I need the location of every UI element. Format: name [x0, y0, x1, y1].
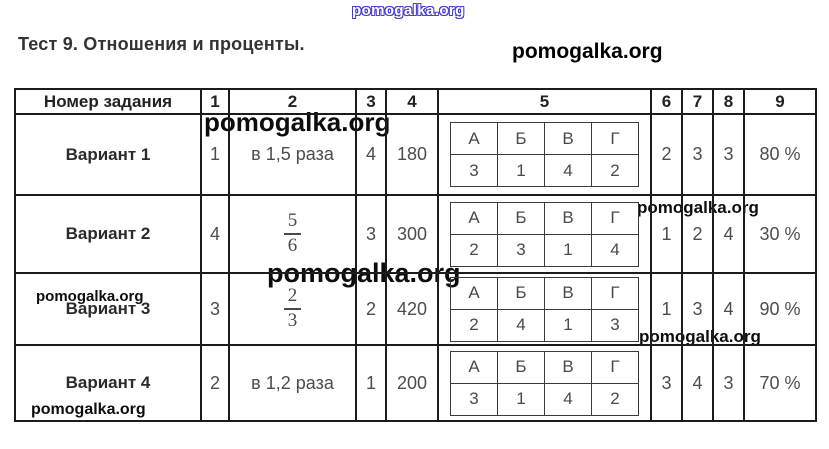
answer-cell: 4 [682, 345, 713, 421]
answer-cell-matching [438, 273, 651, 345]
watermark-row3-right: pomogalka.org [639, 327, 761, 346]
fraction-numerator: 2 [287, 285, 298, 307]
answer-cell: 4 [713, 195, 744, 273]
sub-header-cell: А [451, 123, 498, 155]
matching-values-row [451, 234, 639, 266]
watermark-middle: pomogalka.org [267, 258, 461, 288]
matching-header-row [451, 123, 639, 155]
sub-answer-cell: 2 [592, 383, 639, 415]
sub-header-cell: Г [592, 202, 639, 234]
sub-header-cell: А [451, 277, 498, 309]
header-cell-task-number: Номер задания [15, 89, 201, 114]
sub-header-cell: В [545, 123, 592, 155]
answer-cell: 3 [651, 345, 682, 421]
answer-cell: 2 [356, 273, 386, 345]
watermark-header-right: pomogalka.org [512, 40, 663, 63]
watermark-row3-left: pomogalka.org [36, 288, 144, 305]
sub-answer-cell: 2 [451, 309, 498, 341]
answer-cell: 4 [713, 273, 744, 345]
sub-answer-cell: 3 [451, 155, 498, 187]
header-cell-4: 4 [386, 89, 438, 114]
variant-label: Вариант 2 [15, 195, 201, 273]
sub-answer-cell: 2 [592, 155, 639, 187]
answers-table [14, 88, 817, 422]
header-cell-5: 5 [438, 89, 651, 114]
answer-cell: 3 [201, 273, 229, 345]
sub-answer-cell: 4 [545, 383, 592, 415]
answer-cell: 3 [682, 114, 713, 195]
answer-cell: в 1,2 раза [229, 345, 356, 421]
sub-header-cell: Б [498, 351, 545, 383]
sub-header-cell: А [451, 202, 498, 234]
header-cell-8: 8 [713, 89, 744, 114]
header-cell-2: 2 [229, 89, 356, 114]
matching-header-row [451, 202, 639, 234]
answer-cell: 3 [356, 195, 386, 273]
answer-cell-matching [438, 195, 651, 273]
answer-cell: 1 [356, 345, 386, 421]
answer-cell: 2 [651, 114, 682, 195]
variant-label: Вариант 4 [15, 345, 201, 421]
answer-cell: 4 [356, 114, 386, 195]
sub-answer-cell: 3 [498, 234, 545, 266]
matching-values-row [451, 383, 639, 415]
matching-header-row [451, 351, 639, 383]
answer-cell-matching [438, 114, 651, 195]
page-title: Тест 9. Отношения и проценты. [18, 34, 305, 54]
watermark-row4-left: pomogalka.org [31, 401, 146, 418]
answer-cell: 300 [386, 195, 438, 273]
fraction [284, 285, 302, 333]
table-row [15, 195, 816, 273]
header-cell-9: 9 [744, 89, 816, 114]
table-row [15, 273, 816, 345]
sub-answer-cell: 4 [498, 309, 545, 341]
answer-cell: 1 [651, 195, 682, 273]
table-row [15, 114, 816, 195]
fraction-denominator: 3 [284, 308, 302, 333]
answer-cell-fraction [229, 195, 356, 273]
answer-cell: в 1,5 раза [229, 114, 356, 195]
watermark-top-blue: pomogalka.org [352, 2, 465, 19]
matching-answers-table [450, 351, 639, 416]
header-cell-1: 1 [201, 89, 229, 114]
fraction-denominator: 6 [284, 233, 302, 258]
fraction [284, 210, 302, 258]
matching-values-row [451, 309, 639, 341]
answer-cell: 4 [201, 195, 229, 273]
answer-cell: 1 [201, 114, 229, 195]
matching-answers-table [450, 202, 639, 267]
sub-header-cell: Г [592, 277, 639, 309]
answer-cell: 200 [386, 345, 438, 421]
table-row [15, 345, 816, 421]
answer-cell: 1 [651, 273, 682, 345]
answer-cell: 30 % [744, 195, 816, 273]
sub-header-cell: В [545, 277, 592, 309]
matching-answers-table [450, 277, 639, 342]
answer-cell: 3 [713, 114, 744, 195]
sub-answer-cell: 1 [498, 155, 545, 187]
sub-answer-cell: 1 [545, 309, 592, 341]
header-cell-3: 3 [356, 89, 386, 114]
watermark-row1: pomogalka.org [204, 107, 391, 137]
variant-label: Вариант 1 [15, 114, 201, 195]
answer-cell: 70 % [744, 345, 816, 421]
sub-answer-cell: 3 [451, 383, 498, 415]
sub-answer-cell: 2 [451, 234, 498, 266]
answer-cell: 3 [682, 273, 713, 345]
answer-cell: 3 [713, 345, 744, 421]
sub-header-cell: А [451, 351, 498, 383]
header-cell-6: 6 [651, 89, 682, 114]
watermark-row2-right: pomogalka.org [637, 198, 759, 217]
sub-header-cell: Г [592, 123, 639, 155]
sub-header-cell: В [545, 202, 592, 234]
sub-header-cell: Б [498, 277, 545, 309]
sub-answer-cell: 4 [545, 155, 592, 187]
answer-cell: 2 [682, 195, 713, 273]
answer-cell: 180 [386, 114, 438, 195]
sub-answer-cell: 1 [545, 234, 592, 266]
sub-answer-cell: 3 [592, 309, 639, 341]
fraction-numerator: 5 [287, 210, 298, 232]
variant-label: Вариант 3 [15, 273, 201, 345]
sub-header-cell: Г [592, 351, 639, 383]
sub-answer-cell: 4 [592, 234, 639, 266]
sub-header-cell: Б [498, 123, 545, 155]
sub-answer-cell: 1 [498, 383, 545, 415]
answer-cell: 80 % [744, 114, 816, 195]
sub-header-cell: Б [498, 202, 545, 234]
answer-cell: 2 [201, 345, 229, 421]
table-header-row [15, 89, 816, 114]
header-cell-7: 7 [682, 89, 713, 114]
answer-cell-matching [438, 345, 651, 421]
sub-header-cell: В [545, 351, 592, 383]
matching-answers-table [450, 122, 639, 187]
answer-cell-fraction [229, 273, 356, 345]
matching-values-row [451, 155, 639, 187]
matching-header-row [451, 277, 639, 309]
answer-cell: 90 % [744, 273, 816, 345]
answer-cell: 420 [386, 273, 438, 345]
